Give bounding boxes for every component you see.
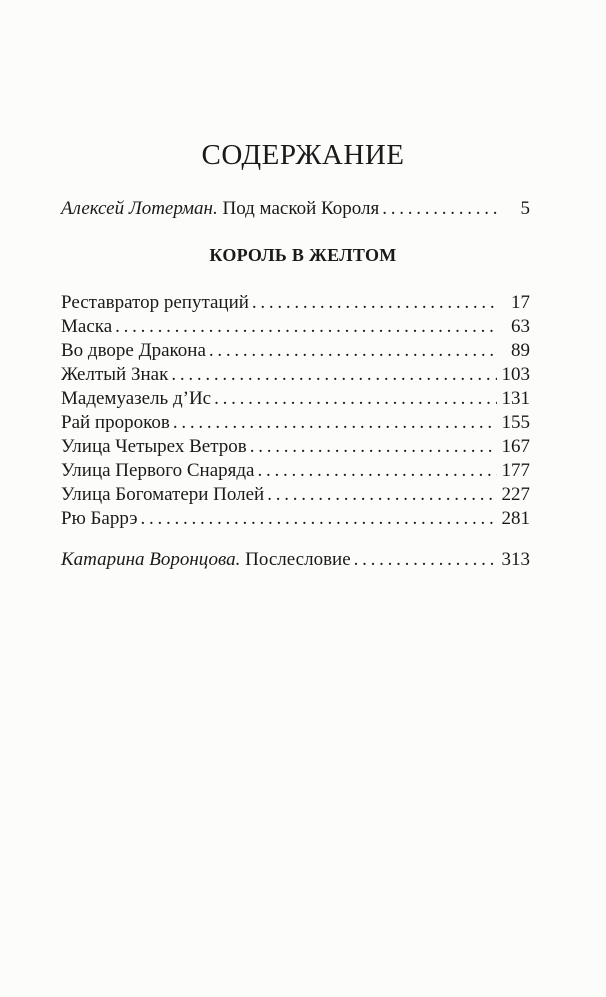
toc-entry <box>61 507 530 531</box>
dot-leader <box>209 339 499 363</box>
page-title: СОДЕРЖАНИЕ <box>201 139 405 171</box>
toc-entry-page: 103 <box>501 364 530 385</box>
toc-entry-page: 167 <box>501 436 530 457</box>
dot-leader <box>250 435 497 459</box>
toc-entry-intro <box>61 197 530 221</box>
toc-entry-author: Алексей Лотерман. <box>61 198 218 219</box>
toc-entry-title: Улица Богоматери Полей <box>61 484 265 505</box>
toc-entry <box>61 339 530 363</box>
toc-entry-title: Рай пророков <box>61 412 170 433</box>
toc-entry <box>61 363 530 387</box>
toc-entry-page: 281 <box>501 508 530 529</box>
dot-leader <box>258 459 497 483</box>
toc-entry-title: Мадемуазель д’Ис <box>61 388 212 409</box>
toc-entry-page: 89 <box>511 340 530 361</box>
toc-entry-title: Реставратор репутаций <box>61 292 249 313</box>
dot-leader <box>267 483 496 507</box>
dot-leader <box>214 387 496 411</box>
toc-entry-title: Послесловие <box>245 549 351 570</box>
toc-afterword <box>61 548 530 572</box>
toc-entry <box>61 315 530 339</box>
toc-entry <box>61 411 530 435</box>
toc-entry <box>61 459 530 483</box>
toc-intro <box>61 197 530 221</box>
toc-entry-page: 313 <box>501 549 530 570</box>
toc-entry-title: Во дворе Дракона <box>61 340 206 361</box>
toc-entry-page: 227 <box>501 484 530 505</box>
toc-entry-author: Катарина Воронцова. <box>61 549 241 570</box>
toc-entry-page: 63 <box>511 316 530 337</box>
toc-entry <box>61 483 530 507</box>
toc-entry-page: 5 <box>520 198 530 219</box>
toc-entry-page: 131 <box>501 388 530 409</box>
toc-entry-page: 155 <box>501 412 530 433</box>
toc-entry-label <box>61 548 351 572</box>
toc-entry <box>61 291 530 315</box>
toc-stories-list <box>61 291 530 531</box>
dot-leader <box>252 291 499 315</box>
section-heading: КОРОЛЬ В ЖЕЛТОМ <box>209 245 397 265</box>
toc-entry-title: Рю Баррэ <box>61 508 138 529</box>
toc-entry-page: 177 <box>501 460 530 481</box>
dot-leader <box>115 315 499 339</box>
toc-entry-page: 17 <box>511 292 530 313</box>
toc-entry <box>61 435 530 459</box>
toc-entry-title: Улица Четырех Ветров <box>61 436 247 457</box>
toc-entry-title: Маска <box>61 316 113 337</box>
dot-leader <box>140 507 496 531</box>
toc-entry-title: Улица Первого Снаряда <box>61 460 255 481</box>
toc-entry <box>61 387 530 411</box>
toc-entry-afterword <box>61 548 530 572</box>
toc-entry-title: Под маской Короля <box>222 198 380 219</box>
toc-entry-label <box>61 197 379 221</box>
toc-entry-title: Желтый Знак <box>61 364 169 385</box>
dot-leader <box>173 411 497 435</box>
dot-leader <box>171 363 496 387</box>
dot-leader <box>382 197 499 221</box>
dot-leader <box>354 548 497 572</box>
